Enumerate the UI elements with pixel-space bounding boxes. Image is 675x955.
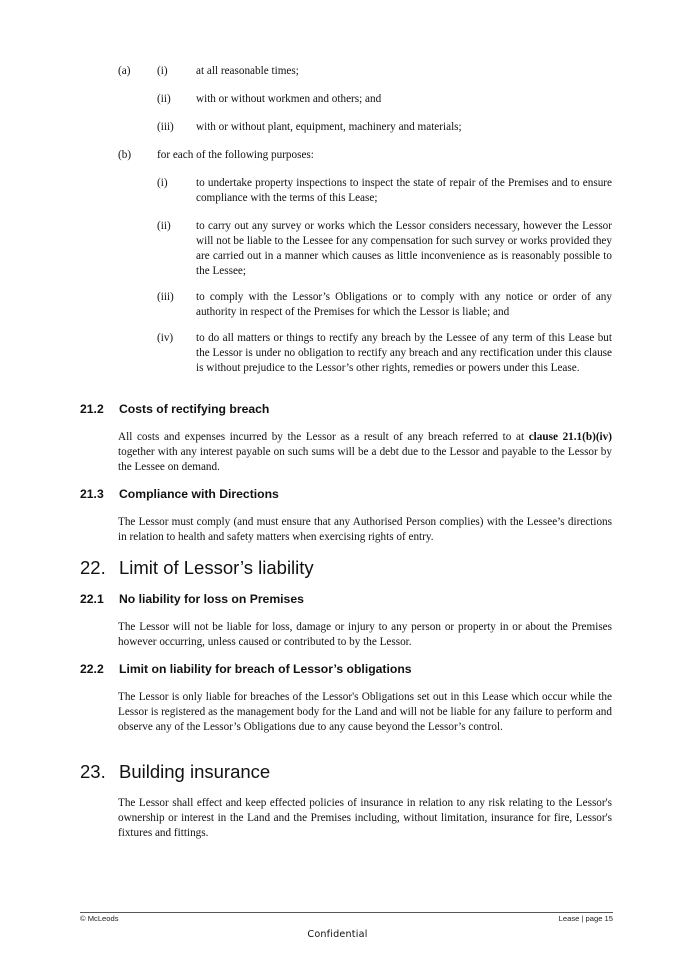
- list-item-b: [118, 148, 612, 163]
- list-text: to do all matters or things to rectify any breach by the Lessee of any term of this Lease but the Lessor is under no obligation to rectify any breach and any rectification under this clause is without prejudice to the Lessor’s other rights, remedies or powers under this Lease.: [196, 332, 612, 374]
- clause-title: No liability for loss on Premises: [119, 592, 304, 606]
- section-heading-22: [80, 557, 613, 579]
- list-text: with or without plant, equipment, machinery and materials;: [196, 121, 462, 133]
- list-text: with or without workmen and others; and: [196, 93, 382, 105]
- list-sublabel: (ii): [157, 220, 171, 232]
- clause-paragraph-22-2: The Lessor is only liable for breaches of the Lessor's Obligations set out in this Lease which occur while the Lessor is registered as the management body for the Land and will not be liable for any failure to perform and observe any of the Lessor’s Obligations due to any cause beyond the Lessor’s control.: [118, 691, 612, 733]
- list-sublabel: (i): [157, 177, 168, 189]
- list-text: to undertake property inspections to inspect the state of repair of the Premises and to ensure compliance with the terms of this Lease;: [196, 177, 612, 204]
- footer-divider: [80, 912, 613, 913]
- clause-reference: clause 21.1(b)(iv): [528, 431, 612, 443]
- section-heading-23: [80, 761, 613, 783]
- section-number: 23.: [80, 761, 106, 782]
- footer-page-reference: Lease | page 15: [558, 914, 613, 923]
- clause-number: 21.3: [80, 487, 104, 501]
- footer-copyright: © McLeods: [80, 914, 119, 923]
- list-item-a: [118, 64, 612, 79]
- list-text: to carry out any survey or works which the Lessor considers necessary, however the Lessor will not be liable to the Lessee for any compensation for such survey or works provided they are carried out in a manner which causes as little inconvenience as is reasonably possible to the Lessee;: [196, 220, 612, 277]
- clause-title: Costs of rectifying breach: [119, 402, 270, 416]
- clause-number: 22.1: [80, 592, 104, 606]
- clause-paragraph-21-3: The Lessor must comply (and must ensure that any Authorised Person complies) with the Lessee’s directions in relation to health and safety matters when exercising rights of entry.: [118, 516, 612, 543]
- list-label: (b): [118, 149, 132, 161]
- list-sublabel: (iv): [157, 332, 174, 344]
- clause-heading-21-2: [80, 402, 613, 417]
- section-title: Limit of Lessor’s liability: [119, 557, 314, 578]
- clause-number: 21.2: [80, 402, 104, 416]
- section-title: Building insurance: [119, 761, 271, 782]
- clause-paragraph-22-1: The Lessor will not be liable for loss, damage or injury to any person or property in or about the Premises however occurring, unless caused or contributed to by the Lessor.: [118, 621, 612, 648]
- clause-number: 22.2: [80, 662, 104, 676]
- clause-paragraph-21-2: [118, 430, 612, 475]
- paragraph-text: All costs and expenses incurred by the Lessor as a result of any breach referred to at: [118, 431, 529, 443]
- clause-heading-22-2: [80, 662, 613, 677]
- clause-heading-22-1: [80, 592, 613, 607]
- clause-title: Limit on liability for breach of Lessor’s obligations: [119, 662, 412, 676]
- clause-heading-21-3: [80, 487, 613, 502]
- list-text: at all reasonable times;: [196, 65, 299, 77]
- clause-title: Compliance with Directions: [119, 487, 279, 501]
- list-item: [157, 176, 612, 206]
- section-paragraph-23: The Lessor shall effect and keep effected policies of insurance in relation to any risk relating to the Lessor's ownership or interest in the Land and the Premises including, without limitation, insurance for fire, Lessor's fixtures and fittings.: [118, 797, 612, 839]
- list-item: [157, 120, 612, 135]
- section-number: 22.: [80, 557, 106, 578]
- confidential-label: Confidential: [307, 929, 368, 940]
- list-sublabel: (iii): [157, 121, 174, 133]
- list-text: for each of the following purposes:: [157, 149, 314, 161]
- paragraph-text: together with any interest payable on such sums will be a debt due to the Lessor and payable to the Lessor by the Lessee on demand.: [118, 446, 612, 473]
- list-item: [157, 290, 612, 320]
- list-sublabel: (i): [157, 65, 168, 77]
- list-sublabel: (iii): [157, 291, 174, 303]
- list-item: [157, 331, 612, 391]
- list-item: [157, 92, 612, 107]
- list-text: to comply with the Lessor’s Obligations or to comply with any notice or order of any authority in respect of the Premises for which the Lessor is liable; and: [196, 291, 612, 318]
- list-sublabel: (ii): [157, 93, 171, 105]
- list-item: [157, 219, 612, 279]
- list-label: (a): [118, 65, 131, 77]
